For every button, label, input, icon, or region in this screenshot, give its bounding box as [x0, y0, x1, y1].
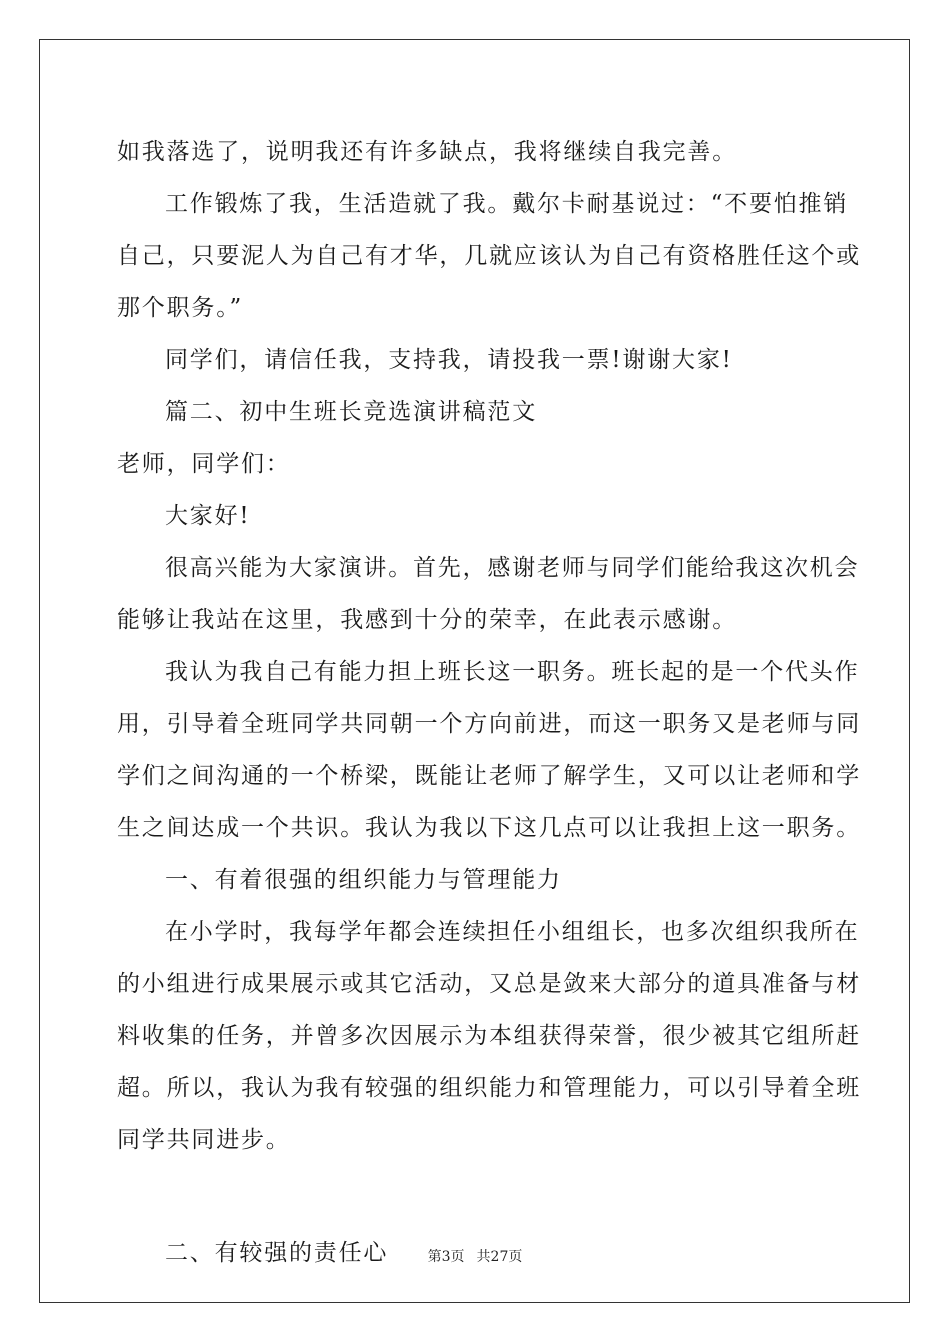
- paragraph-line: 超。所以，我认为我有较强的组织能力和管理能力，可以引导着全班: [117, 1075, 861, 1101]
- paragraph-line: 那个职务。”: [117, 295, 244, 321]
- page-total: 共27页: [476, 1249, 523, 1265]
- paragraph-line: 同学们，请信任我，支持我，请投我一票!谢谢大家!: [165, 347, 733, 373]
- document-body: [117, 126, 861, 1279]
- paragraph-line: 料收集的任务，并曾多次因展示为本组获得荣誉，很少被其它组所赶: [117, 1023, 861, 1049]
- paragraph-line: 生之间达成一个共识。我认为我以下这几点可以让我担上这一职务。: [117, 815, 861, 841]
- page-footer: [0, 1246, 950, 1266]
- paragraph-line: 学们之间沟通的一个桥梁，既能让老师了解学生，又可以让老师和学: [117, 763, 861, 789]
- paragraph-line: 自己，只要泥人为自己有才华，几就应该认为自己有资格胜任这个或: [117, 243, 861, 269]
- paragraph-line: 很高兴能为大家演讲。首先，感谢老师与同学们能给我这次机会: [165, 555, 860, 581]
- greeting: 大家好!: [165, 503, 251, 529]
- paragraph-spacer: [117, 1166, 837, 1227]
- paragraph-line: 在小学时，我每学年都会连续担任小组组长，也多次组织我所在: [165, 919, 860, 945]
- subsection-heading: 二、有较强的责任心: [165, 1240, 389, 1266]
- paragraph-line: 的小组进行成果展示或其它活动，又总是敛来大部分的道具准备与材: [117, 971, 861, 997]
- paragraph-line: 工作锻炼了我，生活造就了我。戴尔卡耐基说过：“不要怕推销: [165, 191, 849, 217]
- paragraph-line: 如我落选了，说明我还有许多缺点，我将继续自我完善。: [117, 139, 737, 165]
- subsection-heading: 一、有着很强的组织能力与管理能力: [165, 867, 562, 893]
- paragraph-line: 能够让我站在这里，我感到十分的荣幸，在此表示感谢。: [117, 607, 737, 633]
- salutation: 老师，同学们：: [117, 451, 291, 477]
- page-number: 第3页: [427, 1249, 465, 1265]
- paragraph-line: 用，引导着全班同学共同朝一个方向前进，而这一职务又是老师与同: [117, 711, 861, 737]
- paragraph-line: 同学共同进步。: [117, 1127, 291, 1153]
- paragraph-line: 我认为我自己有能力担上班长这一职务。班长起的是一个代头作: [165, 659, 860, 685]
- section-heading: 篇二、初中生班长竞选演讲稿范文: [165, 399, 537, 425]
